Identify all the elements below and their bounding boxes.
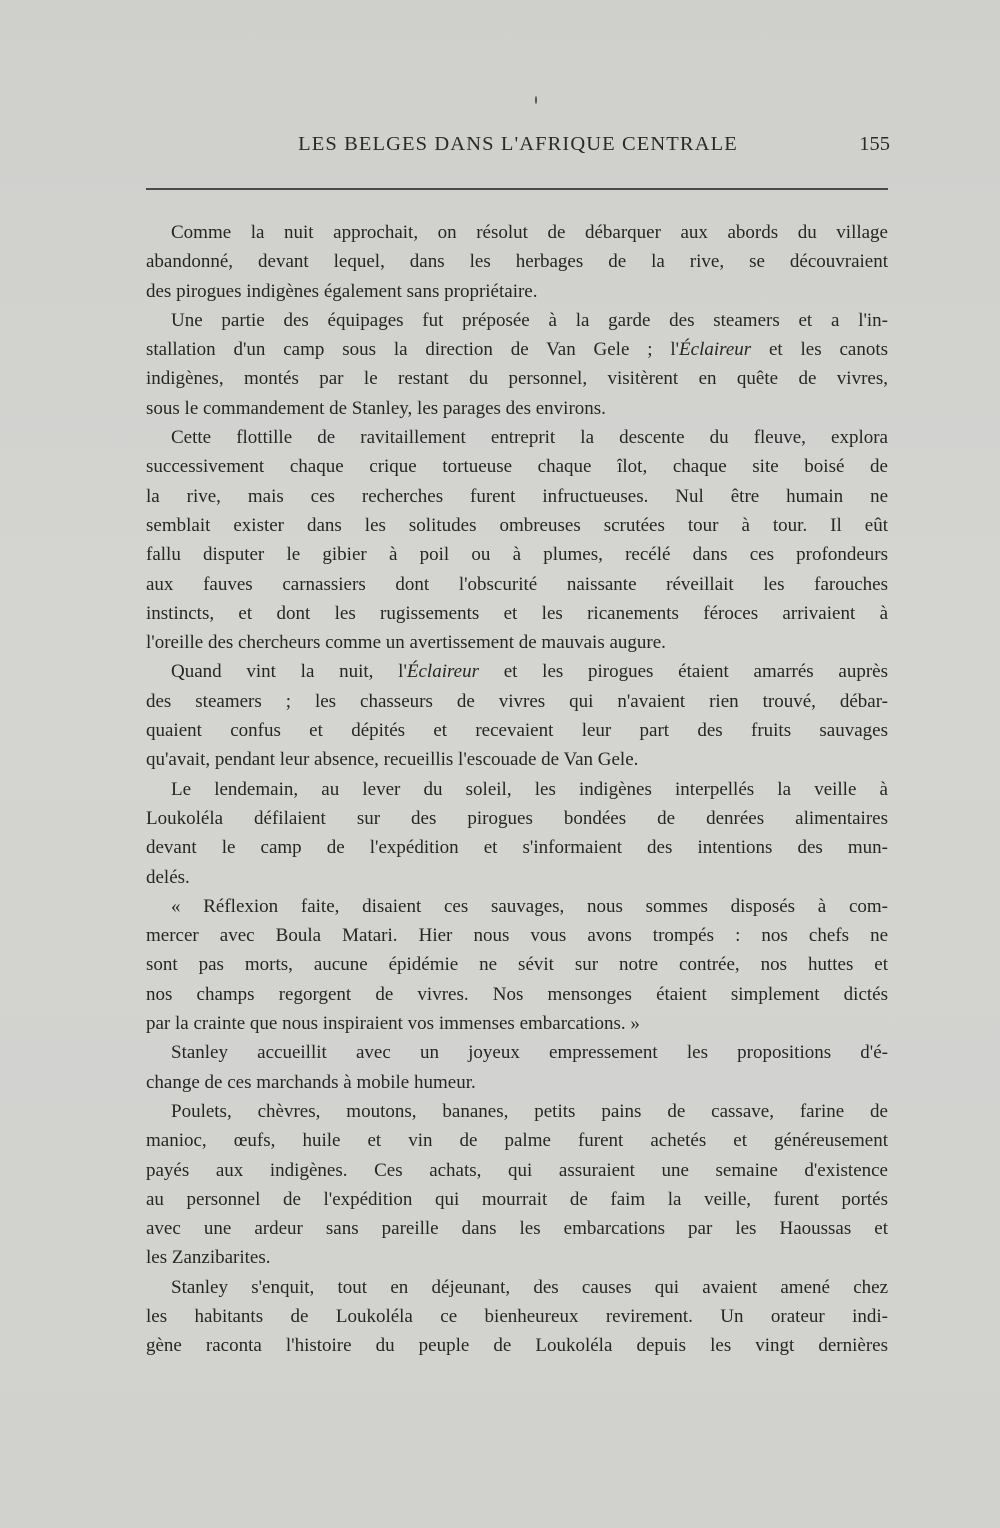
text-line: la rive, mais ces recherches furent infructueuses. Nul être humain ne [146,485,888,507]
text-line: Loukoléla défilaient sur des pirogues bondées de denrées alimentaires [146,807,888,829]
text-line: des pirogues indigènes également sans propriétaire. [146,280,538,302]
text-line: Le lendemain, au lever du soleil, les indigènes interpellés la veille à [171,778,888,800]
text-line: Cette flottille de ravitaillement entreprit la descente du fleuve, explora [171,427,888,449]
text-line: delés. [146,866,190,888]
text-line: sont pas morts, aucune épidémie ne sévit sur notre contrée, nos huttes et [146,954,888,976]
text-line: quaient confus et dépités et recevaient leur part des fruits sauvages [146,720,888,742]
text-line: fallu disputer le gibier à poil ou à plumes, recélé dans ces profondeurs [146,544,888,566]
print-speck [535,96,537,104]
text-line: semblait exister dans les solitudes ombreuses scrutées tour à tour. Il eût [146,514,888,536]
text-line: aux fauves carnassiers dont l'obscurité naissante réveillait les farouches [146,573,888,595]
paragraph [146,423,888,657]
paragraph [146,1038,888,1097]
text-line: change de ces marchands à mobile humeur. [146,1071,476,1093]
text-line: manioc, œufs, huile et vin de palme furent achetés et généreusement [146,1130,888,1152]
text-line: stallation d'un camp sous la direction de Van Gele ; l'Éclaireur et les canots [146,339,888,361]
text-line: indigènes, montés par le restant du personnel, visitèrent en quête de vivres, [146,368,888,390]
ship-name-italic: Éclaireur [679,339,752,361]
ship-name-italic: Éclaireur [406,661,479,683]
paragraph [146,775,888,892]
text-line: nos champs regorgent de vivres. Nos mensonges étaient simplement dictés [146,983,888,1005]
text-line: Une partie des équipages fut préposée à la garde des steamers et a l'in- [171,309,888,331]
text-line: gène raconta l'histoire du peuple de Loukoléla depuis les vingt dernières [146,1335,888,1357]
text-line: Comme la nuit approchait, on résolut de débarquer aux abords du village [171,222,888,243]
text-line: « Réflexion faite, disaient ces sauvages, nous sommes disposés à com- [171,895,888,917]
text-line: Quand vint la nuit, l'Éclaireur et les pirogues étaient amarrés auprès [171,661,888,683]
text-line: successivement chaque crique tortueuse chaque îlot, chaque site boisé de [146,456,888,478]
text-line: les habitants de Loukoléla ce bienheureux revirement. Un orateur indi- [146,1305,888,1327]
text-line: les Zanzibarites. [146,1247,271,1269]
text-line: des steamers ; les chasseurs de vivres qui n'avaient rien trouvé, débar- [146,690,888,712]
text-line: payés aux indigènes. Ces achats, qui assuraient une semaine d'existence [146,1159,888,1181]
text-line: Poulets, chèvres, moutons, bananes, petits pains de cassave, farine de [171,1100,888,1122]
text-line: sous le commandement de Stanley, les parages des environs. [146,397,606,419]
text-line: devant le camp de l'expédition et s'informaient des intentions des mun- [146,837,888,859]
page-number: 155 [859,133,890,155]
header-rule [146,188,888,190]
text-line: mercer avec Boula Matari. Hier nous vous avons trompés : nos chefs ne [146,925,888,947]
text-line: par la crainte que nous inspiraient vos immenses embarcations. » [146,1013,640,1035]
text-line: avec une ardeur sans pareille dans les embarcations par les Haoussas et [146,1218,888,1240]
text-line: instincts, et dont les rugissements et les ricanements féroces arrivaient à [146,602,888,624]
paragraph [146,218,888,306]
paragraph [146,1273,888,1361]
paragraph [146,1097,888,1273]
text-body [146,218,888,1361]
running-head [146,133,890,163]
text-line: qu'avait, pendant leur absence, recueillis l'escouade de Van Gele. [146,749,639,771]
running-title: LES BELGES DANS L'AFRIQUE CENTRALE [298,133,738,155]
text-line: abandonné, devant lequel, dans les herbages de la rive, se découvraient [146,251,888,273]
paragraph [146,306,888,423]
paragraph [146,657,888,774]
text-line: Stanley accueillit avec un joyeux empressement les propositions d'é- [171,1042,888,1064]
paragraph [146,892,888,1038]
text-line: au personnel de l'expédition qui mourrait de faim la veille, furent portés [146,1188,888,1210]
text-line: l'oreille des chercheurs comme un avertissement de mauvais augure. [146,632,666,654]
text-line: Stanley s'enquit, tout en déjeunant, des causes qui avaient amené chez [171,1276,888,1298]
